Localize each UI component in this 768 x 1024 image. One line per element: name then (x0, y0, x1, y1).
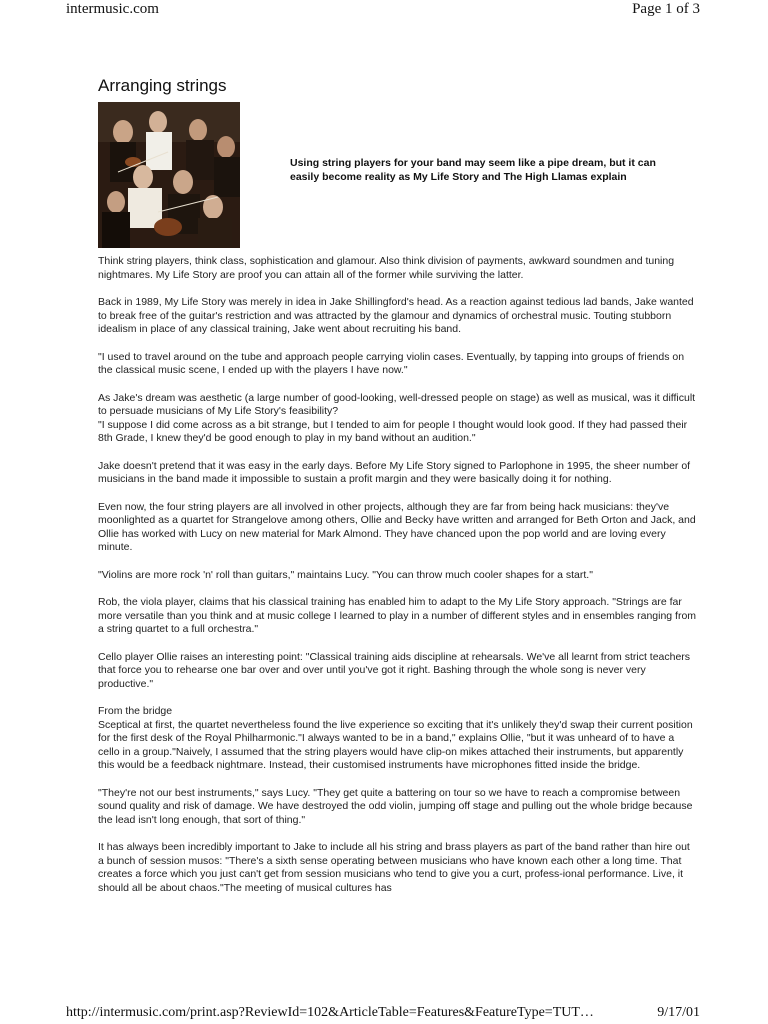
footer-url: http://intermusic.com/print.asp?ReviewId=102&ArticleTable=Features&FeatureType=TUT… (66, 1005, 594, 1020)
page-number: Page 1 of 3 (632, 1, 700, 17)
article-paragraph: Jake doesn't pretend that it was easy in the early days. Before My Life Story signed to Parlophone in 1995, the sheer number of musicians in the band made it impossible to sustain a profit margin and they were basically doing it for nothing. (98, 459, 691, 485)
site-name: intermusic.com (66, 1, 159, 17)
footer-date: 9/17/01 (657, 1005, 700, 1020)
article-paragraph: As Jake's dream was aesthetic (a large number of good-looking, well-dressed people on stage) as well as musical, was it difficult to persuade musicians of My Life Story's feasibility? "I suppose I did come across as a bit strange, but I tended to aim for people I thought would look good. If they had passed their 8th Grade, I knew they'd be good enough to play in my band without an audition." (98, 391, 696, 444)
article-paragraph: Cello player Ollie raises an interesting point: "Classical training aids discipline at rehearsals. We've all learnt from strict teachers that force you to rehearse one bar over and over until you've got it right. Bashing through the whole song is never very productive." (98, 650, 691, 690)
article-paragraph: It has always been incredibly important to Jake to include all his string and brass players as part of the band rather than hire out a bunch of session musos: "There's a sixth sense operating between musicians who have known each other a long time. That creates a force which you just can't get from session musicians who tend to give you a curt, profess-ional performance. Live, it should all be about chaos."The meeting of musical cultures has (98, 841, 690, 894)
article-paragraph: From the bridge Sceptical at first, the quartet nevertheless found the live experience so exciting that it's unlikely they'd swap their current position for the first desk of the Royal Philharmonic."I always wanted to be in a band," explains Ollie, "but it was unheard of to have a cello in a group."Naively, I assumed that the string players would have clip-on mikes attached their instruments, but apparently this would be a feedback nightmare. Instead, their customised instruments have microphones fitted inside the bridge. (98, 705, 693, 771)
article-paragraph: "They're not our best instruments," says Lucy. "They get quite a battering on tour so we have to reach a compromise between sound quality and risk of damage. We have destroyed the odd violin, jumping off stage and pulling out the whole bridge because the lead isn't long enough, that sort of thing." (98, 786, 693, 826)
article-paragraph: Even now, the four string players are all involved in other projects, although they are far from being hack musicians: they've moonlighted as a quartet for Strangelove among others, Ollie and Becky have written and arranged for Beth Orton and Jack, and Ollie has worked with Lucy on new material for Mark Almond. They have chanced upon the pop world and are loving every minute. (98, 500, 696, 553)
article-paragraph: Rob, the viola player, claims that his classical training has enabled him to adapt to the My Life Story approach. "Strings are far more versatile than you think and at music college I learned to play in a number of different styles and in ensembles ranging from a string quartet to a full orchestra." (98, 596, 697, 635)
article-intro: Using string players for your band may seem like a pipe dream, but it can easily become reality as My Life Story and The High Llamas explain (290, 157, 656, 183)
article-paragraph: "I used to travel around on the tube and approach people carrying violin cases. Eventually, by tapping into groups of friends on the classical music scene, I ended up with the players I have now." (98, 350, 685, 376)
article-body (98, 255, 698, 909)
string-players-photo (98, 102, 240, 248)
article-paragraph: Think string players, think class, sophistication and glamour. Also think division of payments, awkward soundmen and tuning nightmares. My Life Story are proof you can attain all of the former while surviving the latter. (98, 255, 675, 281)
article-title: Arranging strings (98, 76, 227, 95)
article-paragraph: Back in 1989, My Life Story was merely in idea in Jake Shillingford's head. As a reaction against tedious lad bands, Jake wanted to break free of the guitar's restriction and was attracted by the glamour and dynamics of orchestral music. Touting stubborn idealism in place of any classical training, Jake went about recruiting his band. (98, 296, 694, 335)
article-paragraph: "Violins are more rock 'n' roll than guitars," maintains Lucy. "You can throw much cooler shapes for a start." (98, 568, 593, 581)
